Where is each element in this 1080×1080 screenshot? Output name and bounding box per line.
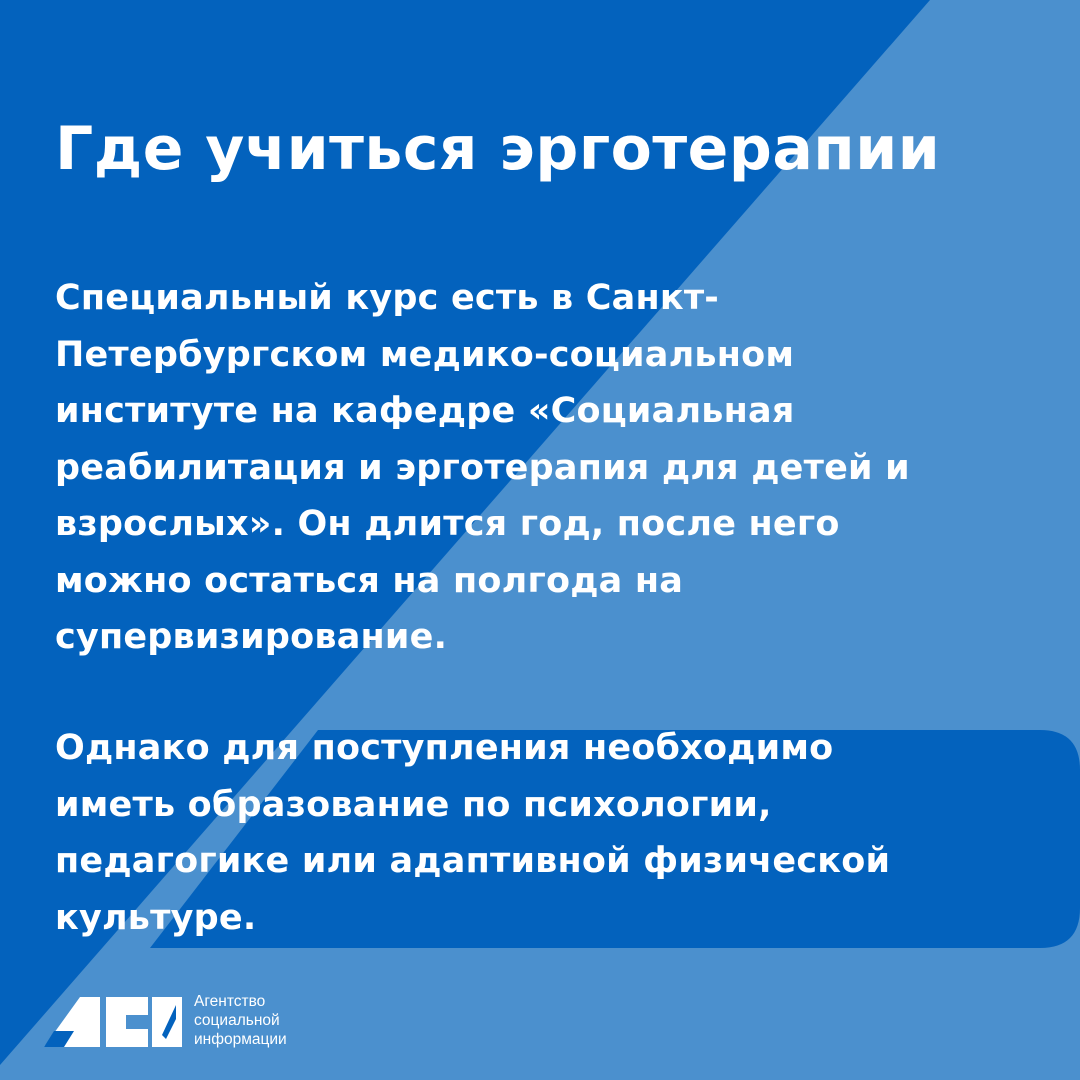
agency-logo (44, 992, 287, 1049)
logo-text (194, 992, 287, 1049)
text-line: можно остаться на полгода на (55, 560, 684, 601)
text-line: иметь образование по психологии, (55, 784, 772, 825)
page-title: Где учиться эрготерапии (55, 114, 941, 184)
paragraph-course-info (55, 270, 1040, 666)
text-line: Специальный курс есть в Санкт- (55, 278, 720, 318)
logo-line: информации (194, 1031, 287, 1048)
text-line: Петербургском медико-социальном (55, 334, 795, 375)
logo-line: Агентство (194, 993, 266, 1010)
text-line: Однако для поступления необходимо (55, 728, 834, 768)
text-line: супервизирование. (55, 617, 448, 657)
asi-logo-icon (44, 995, 182, 1047)
text-line: институте на кафедре «Социальная (55, 391, 795, 431)
logo-line: социальной (194, 1012, 280, 1029)
text-line: реабилитация и эрготерапия для детей и (55, 447, 910, 488)
text-line: культуре. (55, 897, 257, 938)
paragraph-admission-requirements (55, 720, 1040, 946)
text-line: взрослых». Он длится год, после него (55, 504, 840, 544)
text-line: педагогике или адаптивной физической (55, 841, 891, 881)
